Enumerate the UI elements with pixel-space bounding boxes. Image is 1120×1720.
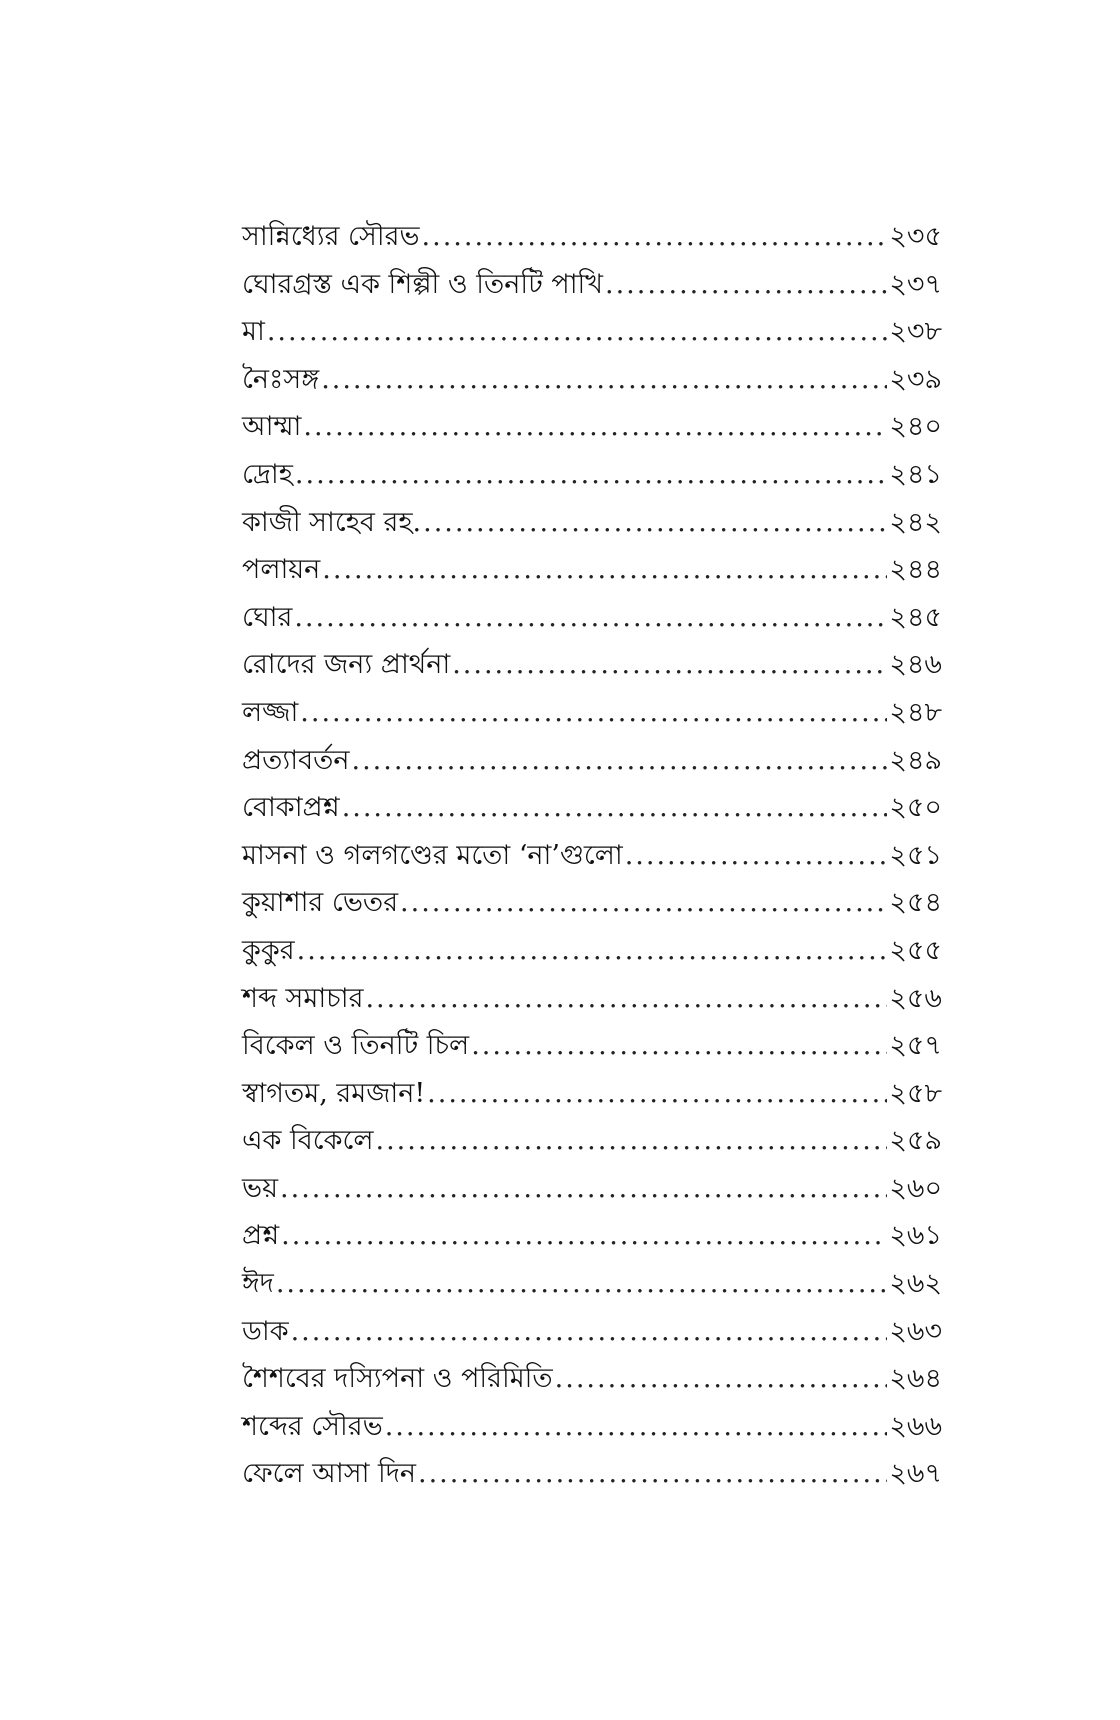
toc-entry[interactable]: [242, 879, 942, 927]
toc-dot-leader: [375, 1117, 887, 1165]
toc-entry[interactable]: [242, 403, 942, 451]
toc-entry-page: ২৪৮: [889, 696, 942, 728]
toc-dot-leader: [422, 213, 888, 261]
toc-dot-leader: [555, 1355, 888, 1403]
toc-entry[interactable]: [242, 832, 942, 880]
toc-entry[interactable]: [242, 975, 942, 1023]
toc-dot-leader: [300, 689, 887, 737]
toc-entry-page: ২৬৭: [889, 1458, 942, 1490]
toc-entry-page: ২৫৫: [889, 934, 942, 966]
toc-entry-page: ২৫৪: [889, 887, 942, 919]
toc-dot-leader: [281, 1212, 887, 1260]
toc-entry-title: প্রশ্ন: [242, 1220, 280, 1252]
toc-entry[interactable]: [242, 1212, 942, 1260]
toc-entry[interactable]: [242, 499, 942, 547]
toc-entry-title: এক বিকেলে: [242, 1125, 374, 1157]
toc-dot-leader: [400, 879, 887, 927]
toc-entry[interactable]: [242, 594, 942, 642]
toc-dot-leader: [452, 641, 887, 689]
toc-entry-page: ২৬৬: [889, 1410, 942, 1442]
toc-entry-page: ২৩৮: [889, 316, 942, 348]
toc-entry-page: ২৬৪: [889, 1363, 942, 1395]
toc-dot-leader: [303, 403, 887, 451]
toc-dot-leader: [471, 1022, 887, 1070]
toc-entry-page: ২৫৮: [889, 1077, 942, 1109]
toc-entry[interactable]: [242, 1355, 942, 1403]
toc-entry-title: ডাক: [242, 1315, 289, 1347]
toc-entry-title: ঘোর: [242, 601, 293, 633]
toc-dot-leader: [351, 737, 887, 785]
toc-entry-page: ২৬০: [889, 1172, 942, 1204]
toc-entry-page: ২৫৬: [889, 982, 942, 1014]
toc-entry-title: কুয়াশার ভেতর: [242, 887, 399, 919]
toc-entry-page: ২৬২: [889, 1268, 942, 1300]
toc-dot-leader: [385, 1403, 888, 1451]
toc-entry-page: ২৪৬: [889, 649, 942, 681]
toc-entry-page: ২৬১: [889, 1220, 942, 1252]
toc-entry-page: ২৫৭: [889, 1030, 942, 1062]
toc-dot-leader: [423, 499, 887, 547]
toc-entry-title: প্রত্যাবর্তন: [242, 744, 350, 776]
toc-entry[interactable]: [242, 1260, 942, 1308]
table-of-contents: [242, 213, 942, 1498]
toc-dot-leader: [427, 1070, 887, 1118]
toc-entry-title: আম্মা: [242, 411, 302, 443]
toc-dot-leader: [605, 261, 887, 309]
toc-entry-title: স্বাগতম, রমজান!: [242, 1077, 426, 1109]
toc-entry-page: ২৪০: [889, 411, 942, 443]
toc-dot-leader: [342, 784, 888, 832]
toc-entry[interactable]: [242, 1022, 942, 1070]
toc-entry-title: ফেলে আসা দিন: [242, 1458, 417, 1490]
toc-entry-title: কাজী সাহেব রহ.: [242, 506, 422, 538]
toc-entry[interactable]: [242, 546, 942, 594]
toc-entry-page: ২৪২: [889, 506, 942, 538]
toc-entry-page: ২৬৩: [889, 1315, 942, 1347]
toc-entry-page: ২৫০: [889, 792, 942, 824]
toc-entry-title: সান্নিধ্যের সৌরভ: [242, 221, 420, 252]
toc-entry[interactable]: [242, 1165, 942, 1213]
toc-dot-leader: [267, 308, 888, 356]
toc-entry-title: লজ্জা: [242, 696, 299, 728]
toc-entry[interactable]: [242, 641, 942, 689]
toc-entry[interactable]: [242, 784, 942, 832]
toc-entry-page: ২৩৫: [889, 221, 942, 252]
toc-dot-leader: [322, 546, 887, 594]
toc-entry[interactable]: [242, 213, 942, 261]
toc-entry-title: ঘোরগ্রস্ত এক শিল্পী ও তিনটি পাখি: [242, 268, 604, 300]
toc-dot-leader: [365, 975, 887, 1023]
toc-entry-title: মা: [242, 316, 265, 348]
toc-entry-title: কুকুর: [242, 934, 295, 966]
toc-entry-title: রোদের জন্য প্রার্থনা: [242, 649, 451, 681]
toc-dot-leader: [297, 927, 888, 975]
toc-entry[interactable]: [242, 308, 942, 356]
toc-entry[interactable]: [242, 689, 942, 737]
toc-entry-page: ২৪৪: [889, 554, 942, 586]
toc-entry-title: শৈশবের দস্যিপনা ও পরিমিতি: [242, 1363, 553, 1395]
toc-dot-leader: [321, 356, 887, 404]
toc-entry-title: শব্দ সমাচার: [242, 982, 364, 1014]
toc-entry-page: ২৩৯: [889, 363, 942, 395]
toc-entry-title: ঈদ: [242, 1268, 274, 1300]
toc-dot-leader: [280, 1165, 887, 1213]
toc-entry-page: ২৩৭: [889, 268, 942, 300]
toc-dot-leader: [418, 1450, 887, 1498]
toc-dot-leader: [295, 451, 887, 499]
toc-entry[interactable]: [242, 737, 942, 785]
toc-entry-title: নৈঃসঙ্গ: [242, 363, 320, 395]
toc-entry[interactable]: [242, 1070, 942, 1118]
toc-dot-leader: [294, 594, 887, 642]
toc-entry-title: শব্দের সৌরভ: [242, 1410, 383, 1442]
toc-entry-title: মাসনা ও গলগণ্ডের মতো ‘না’গুলো: [242, 839, 623, 871]
toc-entry-title: দ্রোহ: [242, 458, 293, 490]
toc-dot-leader: [625, 832, 888, 880]
toc-entry[interactable]: [242, 356, 942, 404]
toc-entry-page: ২৪৫: [889, 601, 942, 633]
toc-entry[interactable]: [242, 927, 942, 975]
toc-entry-page: ২৪৯: [889, 744, 942, 776]
toc-entry-page: ২৫১: [889, 839, 942, 871]
toc-dot-leader: [276, 1260, 888, 1308]
toc-entry[interactable]: [242, 451, 942, 499]
toc-entry[interactable]: [242, 261, 942, 309]
toc-entry-title: ভয়: [242, 1172, 279, 1204]
toc-dot-leader: [291, 1308, 888, 1356]
toc-entry-title: বোকাপ্রশ্ন: [242, 792, 340, 824]
toc-entry-page: ২৪১: [889, 458, 942, 490]
toc-entry-page: ২৫৯: [889, 1125, 942, 1157]
toc-entry-title: বিকেল ও তিনটি চিল: [242, 1030, 470, 1062]
toc-entry[interactable]: [242, 1450, 942, 1498]
toc-entry-title: পলায়ন: [242, 554, 321, 586]
toc-entry[interactable]: [242, 1403, 942, 1451]
toc-entry[interactable]: [242, 1117, 942, 1165]
toc-entry[interactable]: [242, 1308, 942, 1356]
